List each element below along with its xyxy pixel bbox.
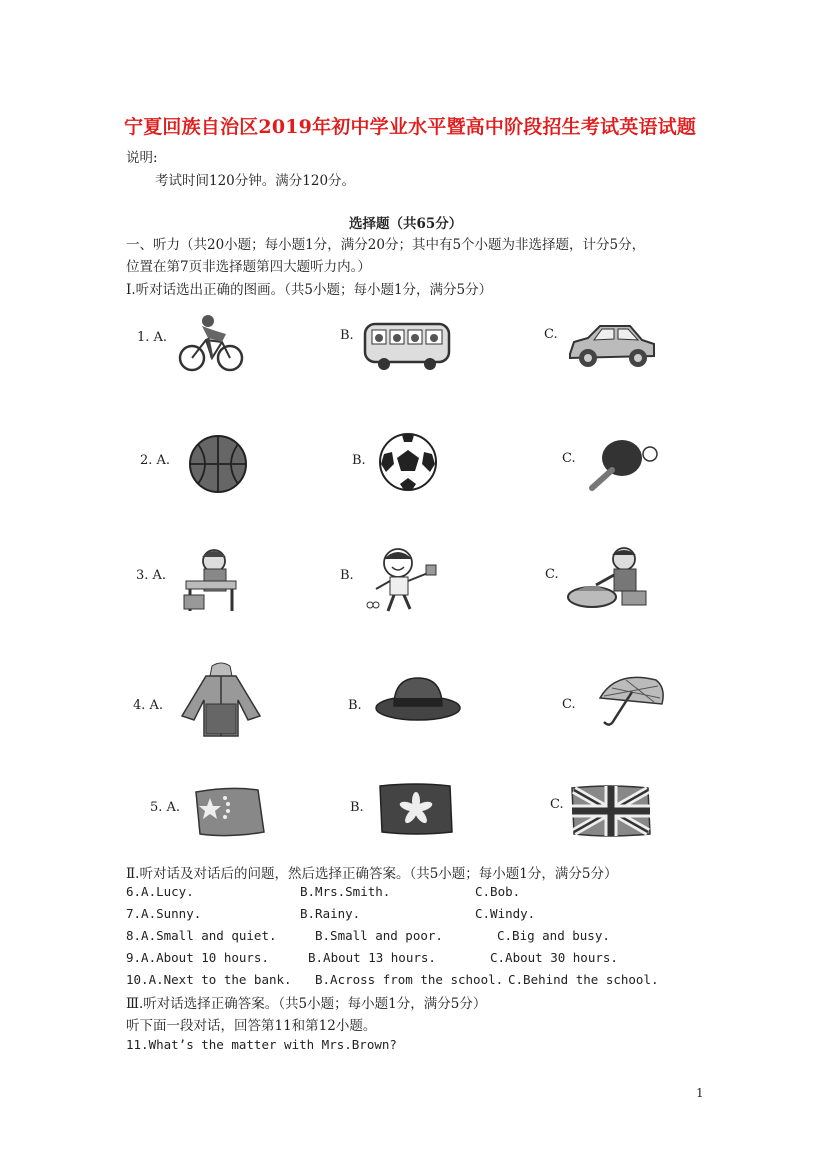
q9-option-c[interactable]: C.About 30 hours. <box>490 950 618 965</box>
q6-option-b[interactable]: B.Mrs.Smith. <box>300 884 391 899</box>
part1-line2: 位置在第7页非选择题第四大题听力内。） <box>126 259 371 275</box>
q3-b-label: B. <box>340 568 354 583</box>
q7-option-c[interactable]: C.Windy. <box>475 906 536 921</box>
notes-label: 说明: <box>126 150 158 166</box>
q1-c-label: C. <box>544 327 558 342</box>
q4-a-label: 4. A. <box>133 698 164 713</box>
ping-pong-paddle-icon[interactable] <box>588 436 660 492</box>
q6-option-c[interactable]: C.Bob. <box>475 884 521 899</box>
q3-c-label: C. <box>545 567 559 582</box>
uk-flag-icon[interactable] <box>570 784 652 838</box>
q4-c-label: C. <box>562 697 576 712</box>
sub1-title: Ⅰ.听对话选出正确的图画。（共5小题；每小题1分，满分5分） <box>126 282 493 298</box>
china-flag-icon[interactable] <box>194 786 266 838</box>
q9-option-a[interactable]: 9.A.About 10 hours. <box>126 950 269 965</box>
q1-b-label: B. <box>340 328 354 343</box>
q1-a-label: 1. A. <box>137 330 168 345</box>
q8-option-a[interactable]: 8.A.Small and quiet. <box>126 928 277 943</box>
q2-a-label: 2. A. <box>140 453 171 468</box>
q9-option-b[interactable]: B.About 13 hours. <box>308 950 436 965</box>
question-11: 11.What’s the matter with Mrs.Brown? <box>126 1037 397 1052</box>
part1-line1: 一、听力（共20小题；每小题1分，满分20分；其中有5个小题为非选择题，计分5分， <box>126 237 646 253</box>
q5-b-label: B. <box>350 800 364 815</box>
q10-option-b[interactable]: B.Across from the school. <box>315 972 504 987</box>
q3-a-label: 3. A. <box>136 568 167 583</box>
notes-line: 考试时间120分钟。满分120分。 <box>155 173 356 189</box>
soccer-ball-icon[interactable] <box>378 432 438 492</box>
cyclist-icon[interactable] <box>178 312 244 374</box>
umbrella-icon[interactable] <box>596 668 668 730</box>
q7-option-a[interactable]: 7.A.Sunny. <box>126 906 202 921</box>
sub2-title: Ⅱ.听对话及对话后的问题，然后选择正确答案。（共5小题；每小题1分，满分5分） <box>126 866 618 882</box>
hong-kong-flag-icon[interactable] <box>378 782 454 836</box>
boy-reading-icon[interactable] <box>180 545 242 615</box>
q10-option-c[interactable]: C.Behind the school. <box>508 972 659 987</box>
q7-option-b[interactable]: B.Rainy. <box>300 906 361 921</box>
section-title: 选择题（共65分） <box>349 216 463 232</box>
boy-washing-clothes-icon[interactable] <box>566 545 650 613</box>
q2-c-label: C. <box>562 451 576 466</box>
school-bus-icon[interactable] <box>362 318 452 372</box>
q5-a-label: 5. A. <box>150 800 181 815</box>
q5-c-label: C. <box>550 797 564 812</box>
q10-option-a[interactable]: 10.A.Next to the bank. <box>126 972 292 987</box>
sub3-title: Ⅲ.听对话选择正确答案。（共5小题；每小题1分，满分5分） <box>126 996 487 1012</box>
jacket-icon[interactable] <box>176 660 266 738</box>
q8-option-c[interactable]: C.Big and busy. <box>497 928 610 943</box>
q4-b-label: B. <box>348 698 362 713</box>
sub3-intro: 听下面一段对话，回答第11和第12小题。 <box>126 1018 377 1034</box>
page-title: 宁夏回族自治区2019年初中学业水平暨高中阶段招生考试英语试题 <box>124 116 697 138</box>
q8-option-b[interactable]: B.Small and poor. <box>315 928 443 943</box>
boy-dancing-icon[interactable] <box>364 545 444 615</box>
car-icon[interactable] <box>566 320 658 370</box>
basketball-icon[interactable] <box>188 434 248 494</box>
page-number: 1 <box>696 1086 704 1100</box>
q6-option-a[interactable]: 6.A.Lucy. <box>126 884 194 899</box>
hat-icon[interactable] <box>374 674 462 722</box>
q2-b-label: B. <box>352 453 366 468</box>
